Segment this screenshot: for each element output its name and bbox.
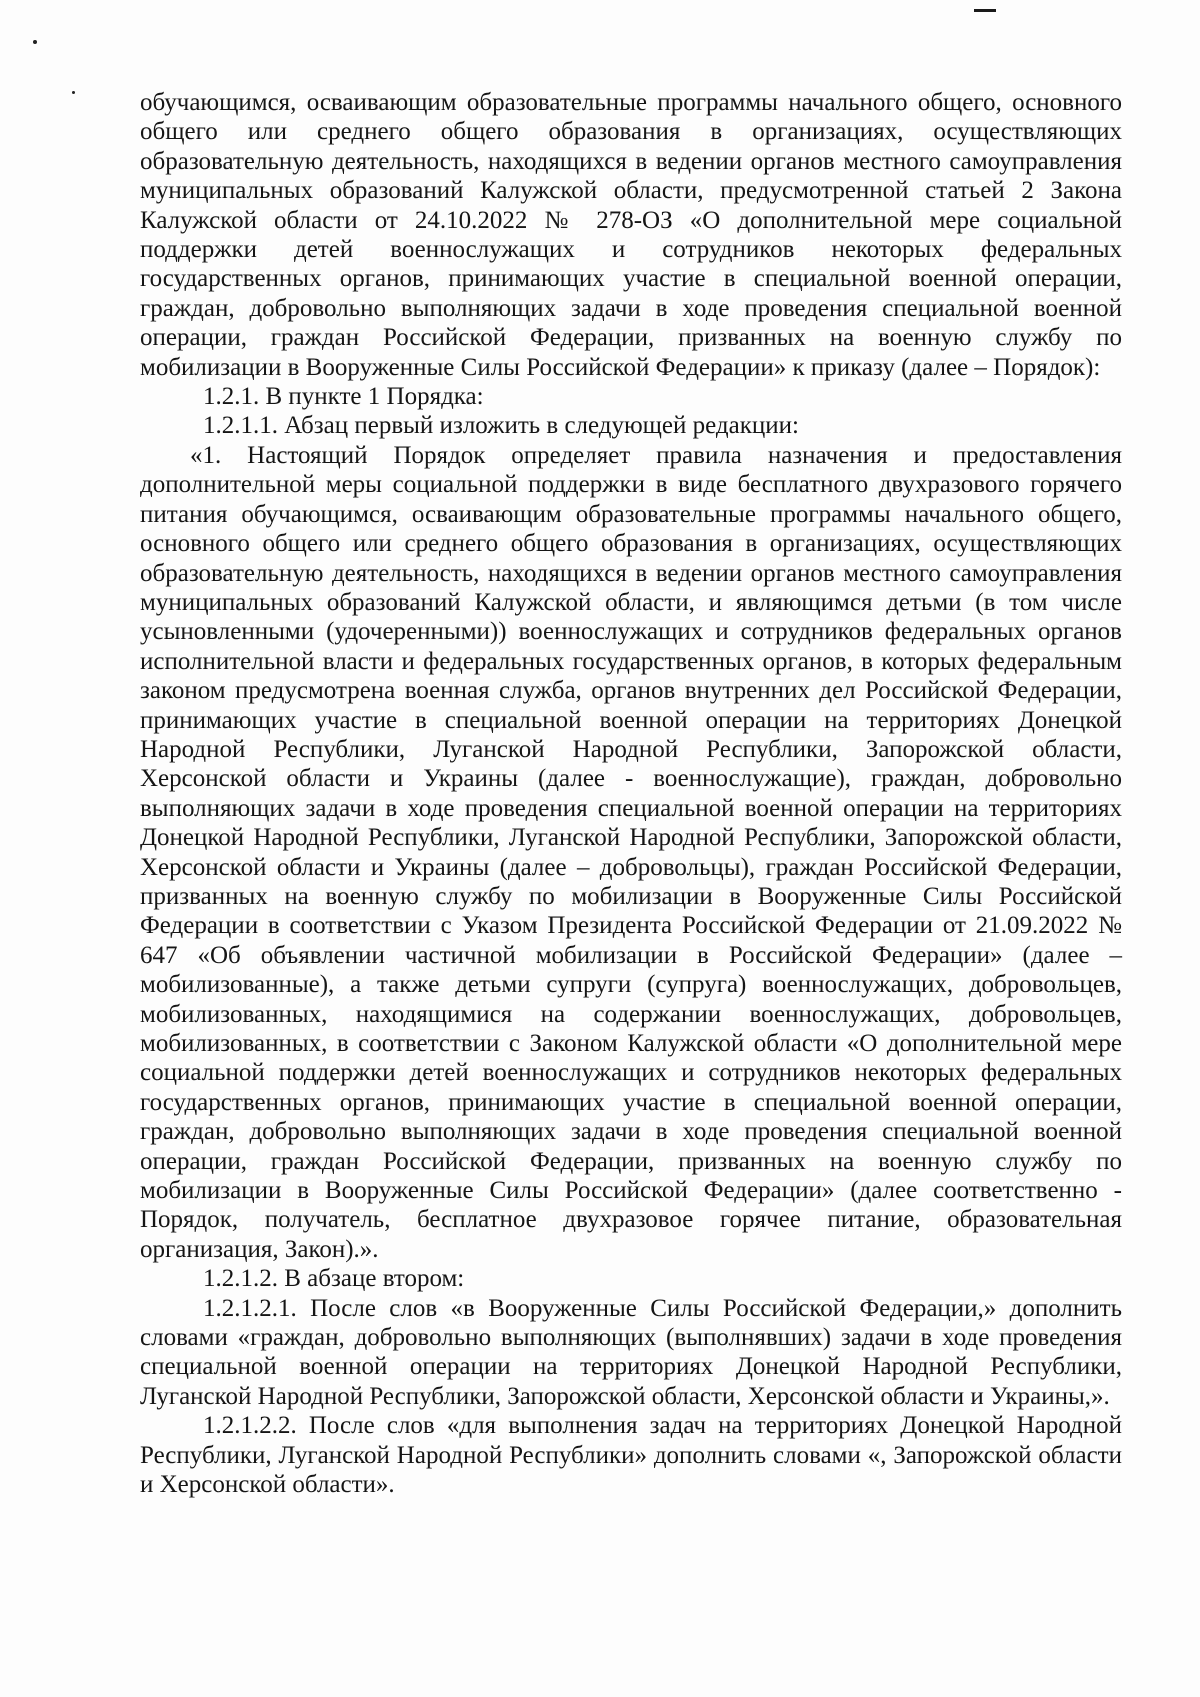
- paragraph-1-2-1-2: 1.2.1.2. В абзаце втором:: [203, 1265, 465, 1293]
- paragraph-1-2-1-2-1: 1.2.1.2.1. После слов «в Вооруженные Силы Российской Федерации,» дополнить словами «граждан, добровольно выполняющих (выполнявших) задачи в ходе проведения специальной военной операции на территориях Донецкой Народной Республики, Луганской Народной Республики, Запорожской области, Херсонской области и Украины,».: [140, 1294, 1122, 1410]
- scan-mark: [974, 9, 996, 12]
- paragraph-quoted-item-1: «1. Настоящий Порядок определяет правила назначения и предоставления дополнительной меры социальной поддержки в виде бесплатного двухразового горячего питания обучающимся, осваивающим образовательные программы начального общего, основного общего или среднего общего образования в организациях, осуществляющих образовательную деятельность, находящихся в ведении органов местного самоуправления муниципальных образований Калужской области, и являющимся детьми (в том числе усыновленными (удочеренными)) военнослужащих и сотрудников федеральных органов исполнительной власти и федеральных государственных органов, в которых федеральным законом предусмотрена военная служба, органов внутренних дел Российской Федерации, принимающих участие в специальной военной операции на территориях Донецкой Народной Республики, Луганской Народной Республики, Запорожской области, Херсонской области и Украины (далее - военнослужащие), граждан, добровольно выполняющих задачи в ходе проведения специальной военной операции на территориях Донецкой Народной Республики, Луганской Народной Республики, Запорожской области, Херсонской области и Украины (далее – добровольцы), граждан Российской Федерации, призванных на военную службу по мобилизации в Вооруженные Силы Российской Федерации в соответствии с Указом Президента Российской Федерации от 21.09.2022 № 647 «Об объявлении частичной мобилизации в Российской Федерации» (далее – мобилизованные), а также детьми супруги (супруга) военнослужащих, добровольцев, мобилизованных, находящимися на содержании военнослужащих, добровольцев, мобилизованных, в соответствии с Законом Калужской области «О дополнительной мере социальной поддержки детей военнослужащих и сотрудников некоторых федеральных государственных органов, принимающих участие в специальной военной операции, граждан, добровольно выполняющих задачи в ходе проведения специальной военной операции, граждан Российской Федерации, призванных на военную службу по мобилизации в Вооруженные Силы Российской Федерации» (далее соответственно - Порядок, получатель, бесплатное двухразовое горячее питание, образовательная организация, Закон).».: [140, 441, 1122, 1263]
- document-body: [140, 88, 1122, 1500]
- scan-speck: [72, 91, 75, 94]
- paragraph-1-2-1-1: 1.2.1.1. Абзац первый изложить в следующей редакции:: [203, 412, 799, 440]
- scan-speck: [33, 40, 37, 44]
- paragraph-1-2-1: 1.2.1. В пункте 1 Порядка:: [203, 383, 484, 411]
- paragraph-continuation: обучающимся, осваивающим образовательные программы начального общего, основного общего или среднего общего образования в организациях, осуществляющих образовательную деятельность, находящихся в ведении органов местного самоуправления муниципальных образований Калужской области, предусмотренной статьей 2 Закона Калужской области от 24.10.2022 № 278-ОЗ «О дополнительной мере социальной поддержки детей военнослужащих и сотрудников некоторых федеральных государственных органов, принимающих участие в специальной военной операции, граждан, добровольно выполняющих задачи в ходе проведения специальной военной операции, граждан Российской Федерации, призванных на военную службу по мобилизации в Вооруженные Силы Российской Федерации» к приказу (далее – Порядок):: [140, 89, 1122, 381]
- paragraph-1-2-1-2-2: 1.2.1.2.2. После слов «для выполнения задач на территориях Донецкой Народной Республики, Луганской Народной Республики» дополнить словами «, Запорожской области и Херсонской области».: [140, 1412, 1122, 1499]
